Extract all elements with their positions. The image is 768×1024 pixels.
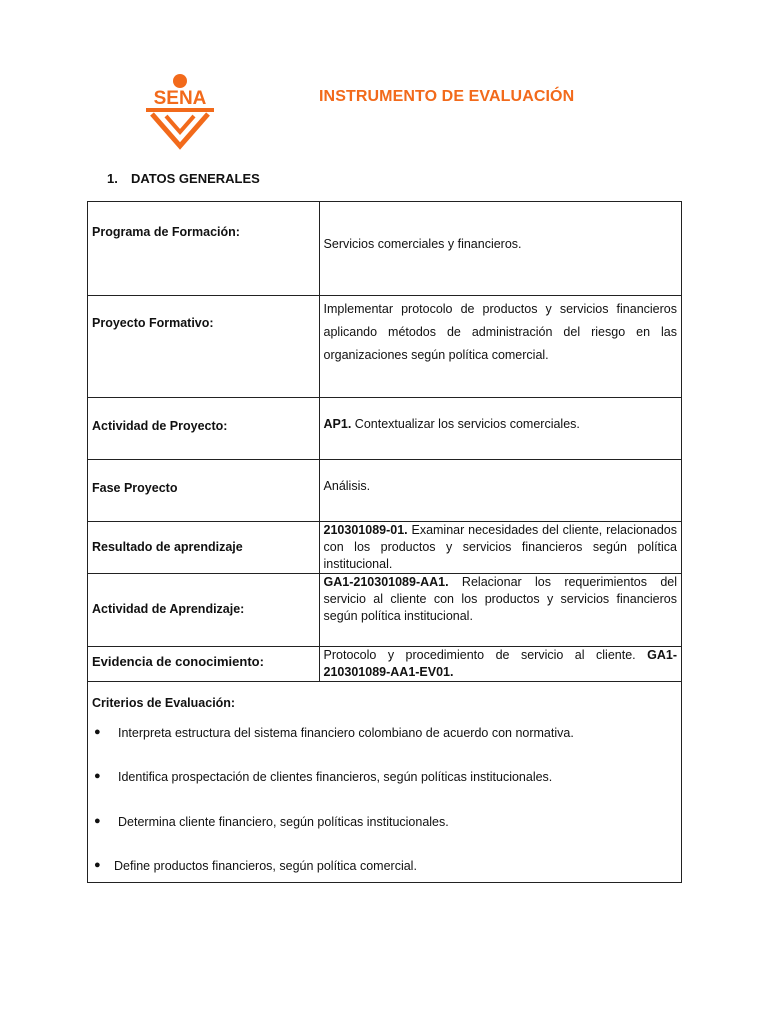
code-evidencia: GA1-210301089-AA1-EV01. xyxy=(323,648,677,679)
bullet-icon: ● xyxy=(94,770,101,782)
criterio-item: ● Interpreta estructura del sistema financiero colombiano de acuerdo con normativa. xyxy=(94,726,574,740)
value-programa: Servicios comerciales y financieros. xyxy=(323,237,522,251)
criterio-item: ● Identifica prospectación de clientes financieros, según políticas institucionales. xyxy=(94,770,553,784)
label-evidencia: Evidencia de conocimiento: xyxy=(92,654,264,669)
row-proyecto xyxy=(88,296,682,398)
sena-logo xyxy=(140,72,220,152)
code-actividad-proyecto: AP1. xyxy=(323,417,352,431)
svg-text:SENA: SENA xyxy=(153,88,207,109)
bullet-icon: ● xyxy=(94,859,101,871)
row-evidencia xyxy=(88,647,682,682)
bullet-icon: ● xyxy=(94,815,101,827)
value-evidencia: Protocolo y procedimiento de servicio al cliente. GA1-210301089-AA1-EV01. xyxy=(323,648,677,679)
value-actividad-proyecto: AP1. Contextualizar los servicios comerciales. xyxy=(323,417,580,431)
section-heading xyxy=(107,171,260,186)
value-actividad-aprendizaje: GA1-210301089-AA1. Relacionar los requerimientos del servicio al cliente con los productos y servicios financieros según política institucional. xyxy=(323,575,677,623)
row-fase xyxy=(88,460,682,522)
label-programa: Programa de Formación: xyxy=(92,225,240,239)
row-programa xyxy=(88,202,682,296)
section-title: DATOS GENERALES xyxy=(131,171,260,186)
criterio-item: ● Determina cliente financiero, según políticas institucionales. xyxy=(94,815,449,829)
bullet-icon: ● xyxy=(94,726,101,738)
criterios-title: Criterios de Evaluación: xyxy=(92,696,236,710)
section-number: 1. xyxy=(107,171,118,186)
row-actividad-aprendizaje xyxy=(88,574,682,647)
label-actividad-proyecto: Actividad de Proyecto: xyxy=(92,419,228,433)
value-proyecto: Implementar protocolo de productos y servicios financieros aplicando métodos de administración del riesgo en las organizaciones según política comercial. xyxy=(323,302,677,362)
datos-generales-table xyxy=(87,201,682,883)
document-title: INSTRUMENTO DE EVALUACIÓN xyxy=(319,88,575,105)
criterio-item: ● Define productos financieros, según política comercial. xyxy=(94,859,417,873)
value-fase: Análisis. xyxy=(323,479,371,493)
label-actividad-aprendizaje: Actividad de Aprendizaje: xyxy=(92,602,245,616)
row-actividad-proyecto xyxy=(88,398,682,460)
label-proyecto: Proyecto Formativo: xyxy=(92,316,214,330)
row-criterios xyxy=(88,682,682,883)
row-resultado xyxy=(88,522,682,574)
label-fase: Fase Proyecto xyxy=(92,481,178,495)
code-actividad-aprendizaje: GA1-210301089-AA1. xyxy=(323,575,449,589)
code-resultado: 210301089-01. xyxy=(323,523,408,537)
label-resultado: Resultado de aprendizaje xyxy=(92,540,243,554)
value-resultado: 210301089-01. Examinar necesidades del cliente, relacionados con los productos y servicios financieros según política institucional. xyxy=(323,523,677,571)
